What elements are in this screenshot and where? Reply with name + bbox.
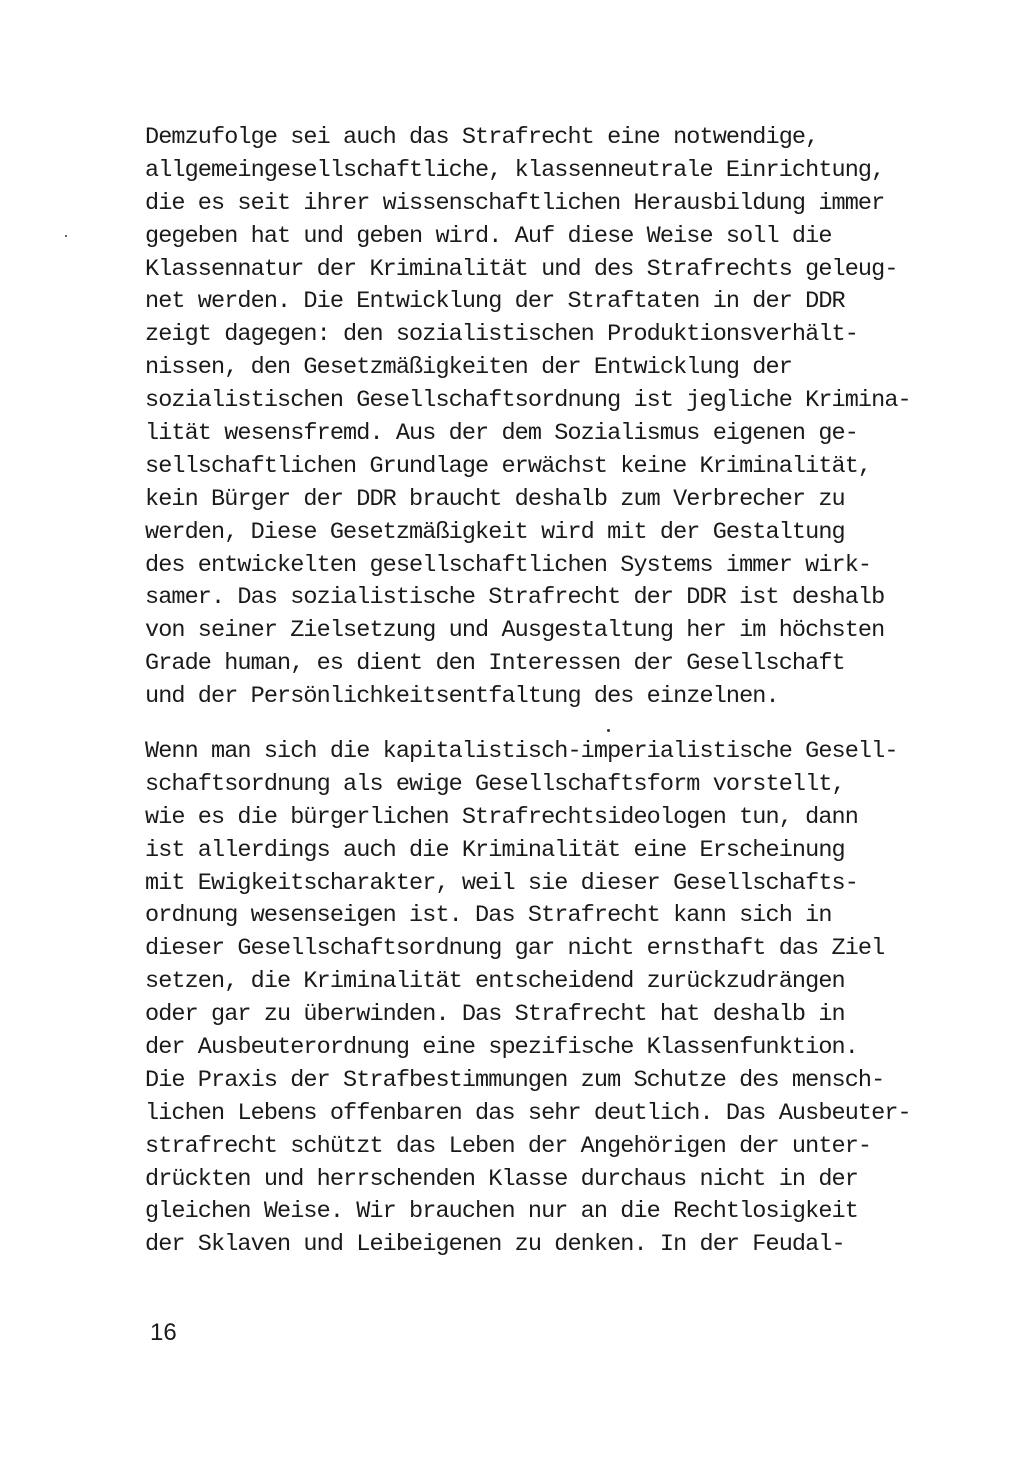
text-line: sellschaftlichen Grundlage erwächst keine Kriminalität, [145,452,872,480]
page-number: 16 [150,1319,177,1346]
text-line: Die Praxis der Strafbestimmungen zum Schutze des mensch- [145,1066,885,1094]
text-line: nissen, den Gesetzmäßigkeiten der Entwicklung der [145,354,792,382]
text-line: samer. Das sozialistische Strafrecht der DDR ist deshalb [145,584,885,612]
text-line: wie es die bürgerlichen Strafrechtsideologen tun, dann [145,803,858,831]
text-line: allgemeingesellschaftliche, klassenneutrale Einrichtung, [145,156,885,184]
text-line: die es seit ihrer wissenschaftlichen Herausbildung immer [145,189,885,217]
text-line: setzen, die Kriminalität entscheidend zurückzudrängen [145,968,845,996]
text-line: strafrecht schützt das Leben der Angehörigen der unter- [145,1132,872,1160]
text-line: drückten und herrschenden Klasse durchaus nicht in der [145,1165,858,1193]
text-line: dieser Gesellschaftsordnung gar nicht ernsthaft das Ziel [145,935,885,963]
text-line: lität wesensfremd. Aus der dem Sozialismus eigenen ge- [145,420,858,448]
text-line: von seiner Zielsetzung und Ausgestaltung her im höchsten [145,617,885,645]
text-line: des entwickelten gesellschaftlichen Systems immer wirk- [145,551,872,579]
text-line: zeigt dagegen: den sozialistischen Produktionsverhält- [145,321,858,349]
paragraph-2 [145,736,911,1262]
text-line: kein Bürger der DDR braucht deshalb zum Verbrecher zu [145,485,845,513]
text-line: gegeben hat und geben wird. Auf diese Weise soll die [145,222,832,250]
text-line: Demzufolge sei auch das Strafrecht eine notwendige, [145,124,819,151]
text-line: sozialistischen Gesellschaftsordnung ist jegliche Krimina- [145,387,911,415]
scan-speck [607,729,610,732]
text-line: Klassennatur der Kriminalität und des Strafrechts geleug- [145,255,898,283]
text-line: werden, Diese Gesetzmäßigkeit wird mit der Gestaltung [145,518,845,546]
text-line: der Ausbeuterordnung eine spezifische Klassenfunktion. [145,1034,858,1062]
text-line: und der Persönlichkeitsentfaltung des einzelnen. [145,683,779,711]
text-line: schaftsordnung als ewige Gesellschaftsform vorstellt, [145,770,845,798]
text-line: ordnung wesenseigen ist. Das Strafrecht kann sich in [145,902,832,930]
text-line: Grade human, es dient den Interessen der Gesellschaft [145,650,845,678]
text-line: lichen Lebens offenbaren das sehr deutlich. Das Ausbeuter- [145,1099,911,1127]
paragraph-1 [145,122,911,714]
text-line: Wenn man sich die kapitalistisch-imperialistische Gesell- [145,738,898,765]
text-line: oder gar zu überwinden. Das Strafrecht hat deshalb in [145,1001,845,1029]
text-line: mit Ewigkeitscharakter, weil sie dieser Gesellschafts- [145,869,858,897]
text-line: net werden. Die Entwicklung der Straftaten in der DDR [145,288,845,316]
text-line: ist allerdings auch die Kriminalität eine Erscheinung [145,836,845,864]
text-line: der Sklaven und Leibeigenen zu denken. In der Feudal- [145,1231,845,1259]
scan-speck [65,235,67,237]
text-line: gleichen Weise. Wir brauchen nur an die Rechtlosigkeit [145,1198,858,1226]
